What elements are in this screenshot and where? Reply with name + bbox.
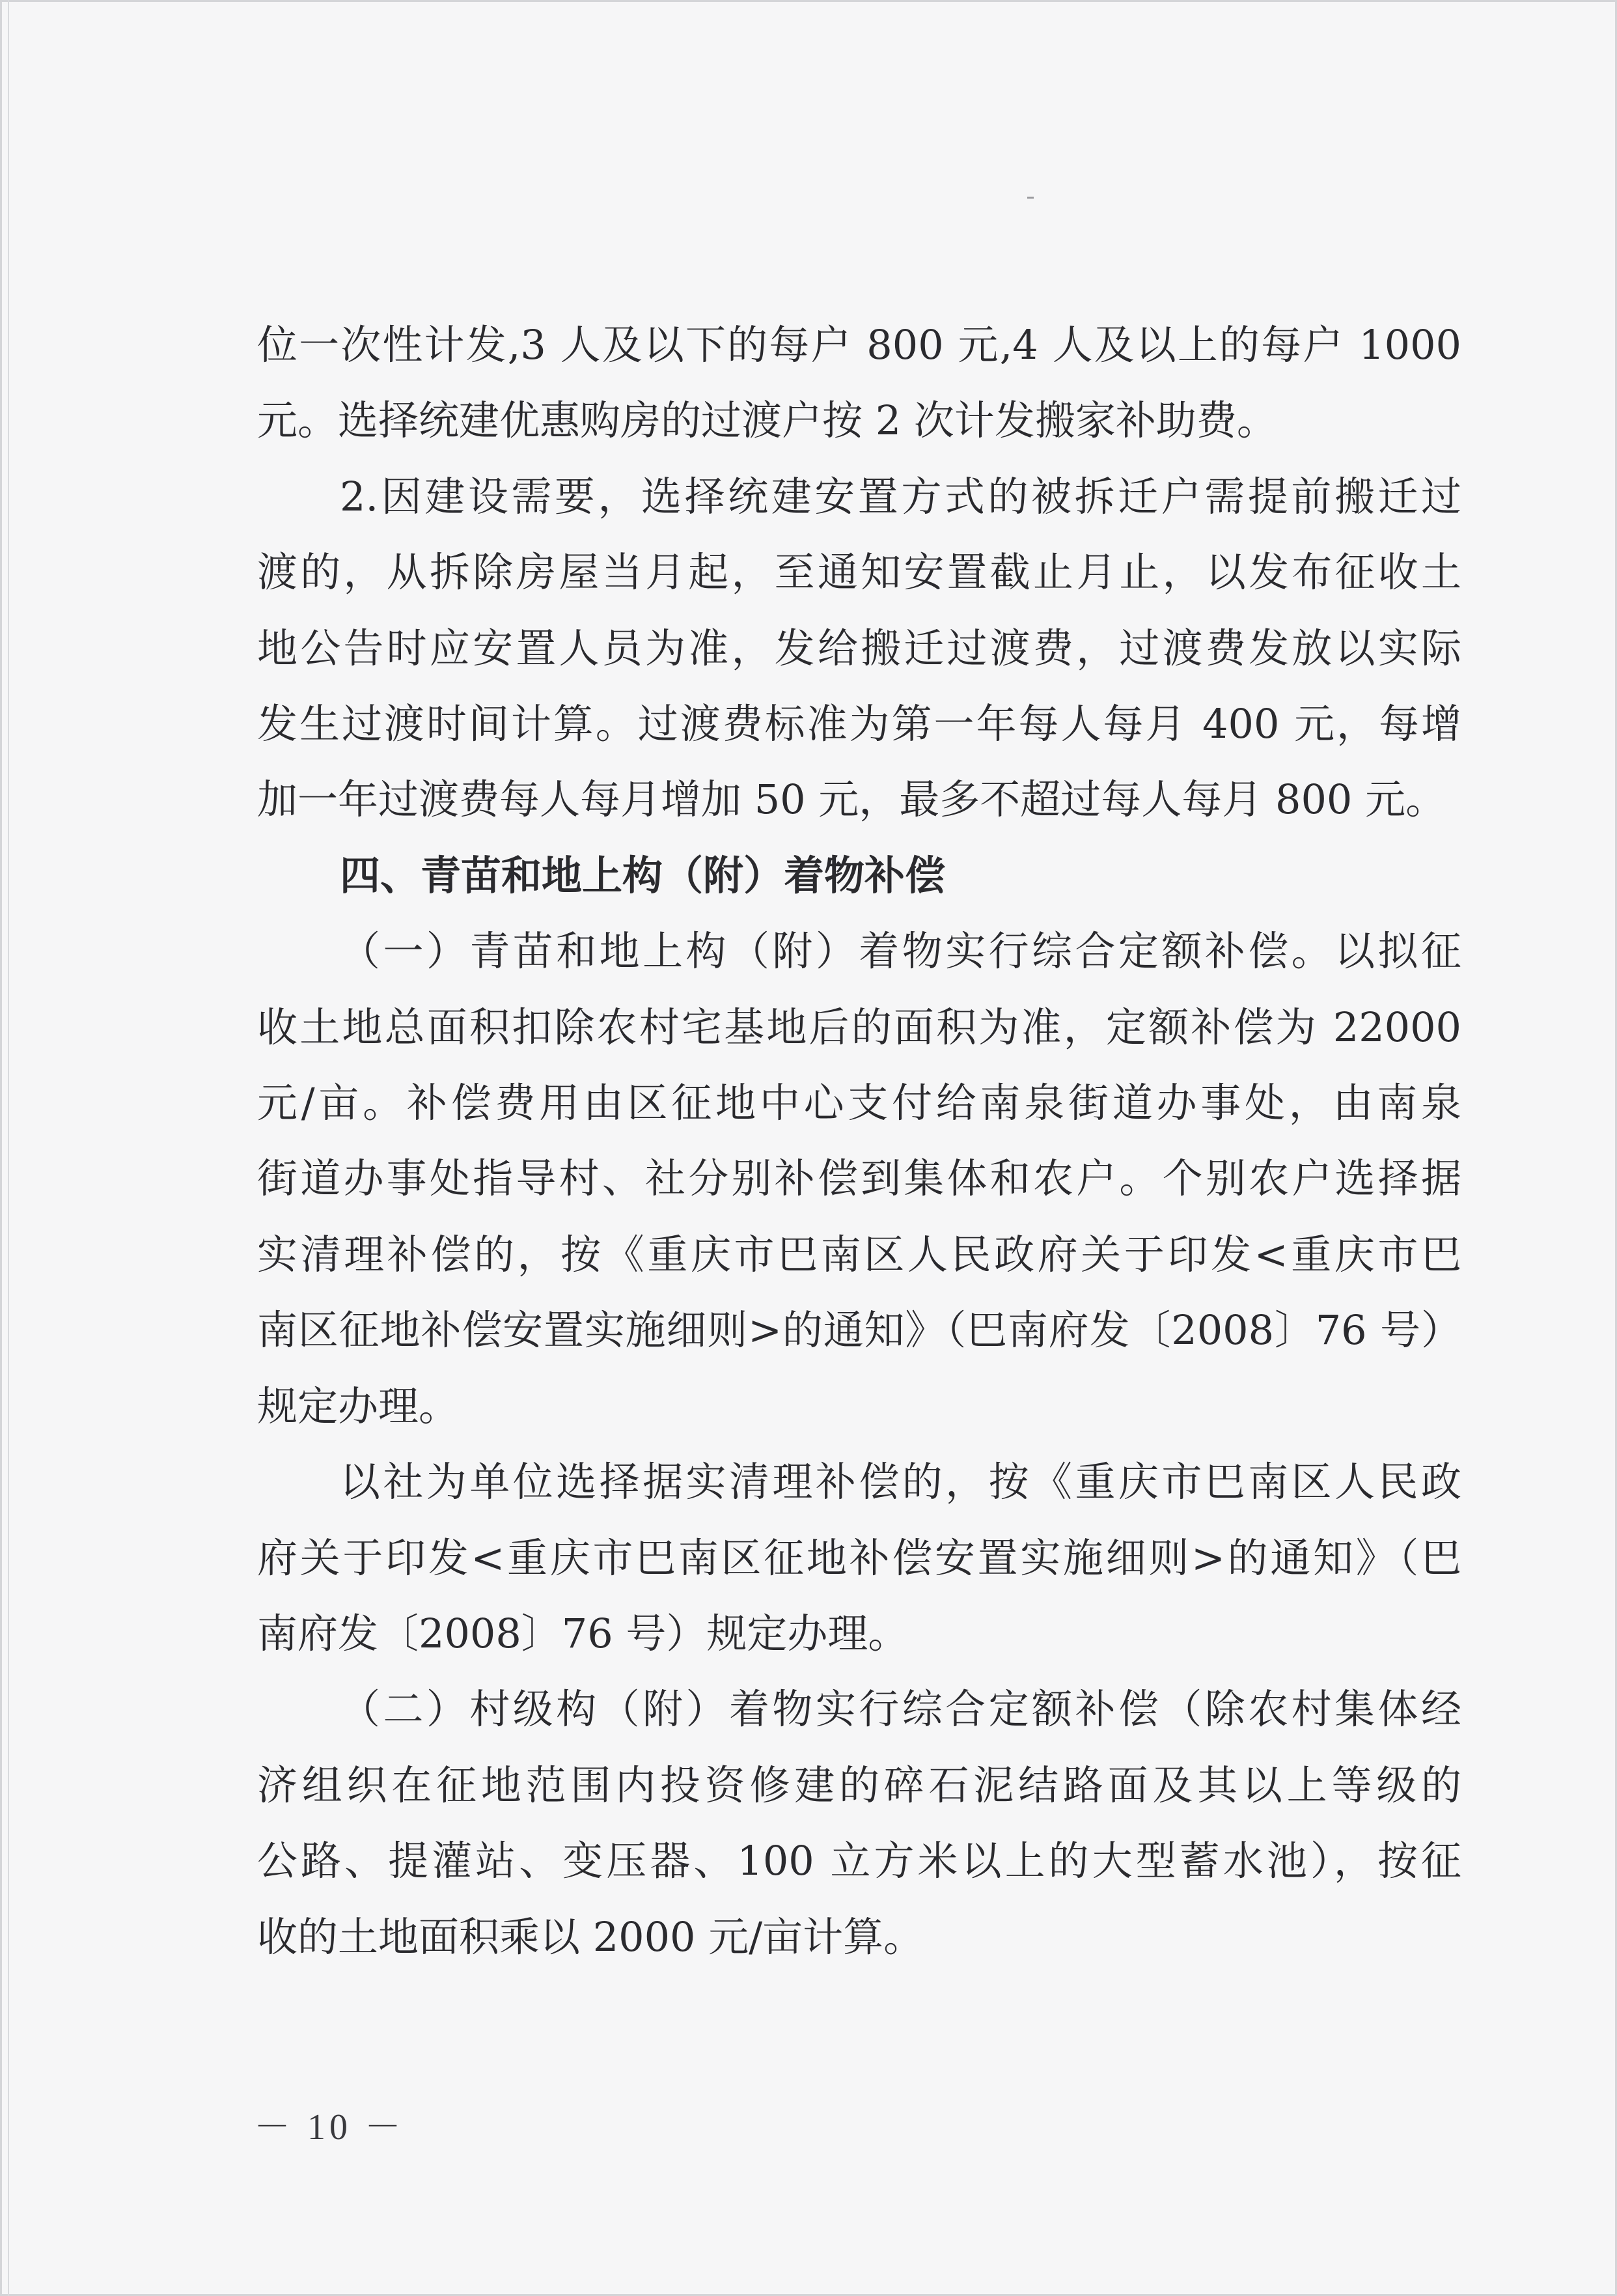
text-line: 济组织在征地范围内投资修建的碎石泥结路面及其以上等级的 [257,1761,1461,1809]
text-line: 加一年过渡费每人每月增加 50 元，最多不超过每人每月 800 元。 [257,776,1446,824]
text-line: 街道办事处指导村、社分别补偿到集体和农户。个别农户选择据 [257,1155,1461,1203]
scan-edge [8,0,9,2296]
text-line: 渡的，从拆除房屋当月起，至通知安置截止月止，以发布征收土 [257,548,1461,596]
text-line: 南区征地补偿安置实施细则>的通知》（巴南府发〔2008〕76 号） [257,1306,1461,1354]
text-line: 2.因建设需要，选择统建安置方式的被拆迁户需提前搬迁过 [340,472,1461,520]
text-line: 发生过渡时间计算。过渡费标准为第一年每人每月 400 元，每增 [257,700,1461,748]
text-line: 公路、提灌站、变压器、100 立方米以上的大型蓄水池），按征 [257,1837,1461,1885]
body-text [257,307,1461,1975]
text-line: 元/亩。补偿费用由区征地中心支付给南泉街道办事处，由南泉 [257,1079,1461,1127]
scan-speck [1027,197,1034,199]
text-line: 府关于印发<重庆市巴南区征地补偿安置实施细则>的通知》（巴 [257,1533,1461,1582]
text-line: 元。选择统建优惠购房的过渡户按 2 次计发搬家补助费。 [257,397,1277,445]
text-line: 规定办理。 [257,1382,460,1430]
text-line: 实清理补偿的，按《重庆市巴南区人民政府关于印发<重庆市巴 [257,1230,1461,1278]
section-heading: 四、青苗和地上构（附）着物补偿 [340,851,946,899]
text-line: 南府发〔2008〕76 号）规定办理。 [257,1609,909,1657]
text-line: 地公告时应安置人员为准，发给搬迁过渡费，过渡费发放以实际 [257,624,1461,672]
text-line: 收土地总面积扣除农村宅基地后的面积为准，定额补偿为 22000 [257,1003,1461,1051]
text-line: 收的土地面积乘以 2000 元/亩计算。 [257,1912,924,1961]
text-line: 位一次性计发,3 人及以下的每户 800 元,4 人及以上的每户 1000 [257,321,1461,369]
text-line: 以社为单位选择据实清理补偿的，按《重庆市巴南区人民政 [340,1458,1461,1506]
page-number: － 10 － [254,2107,405,2148]
text-line: （一）青苗和地上构（附）着物实行综合定额补偿。以拟征 [340,927,1461,975]
text-line: （二）村级构（附）着物实行综合定额补偿（除农村集体经 [340,1685,1461,1733]
